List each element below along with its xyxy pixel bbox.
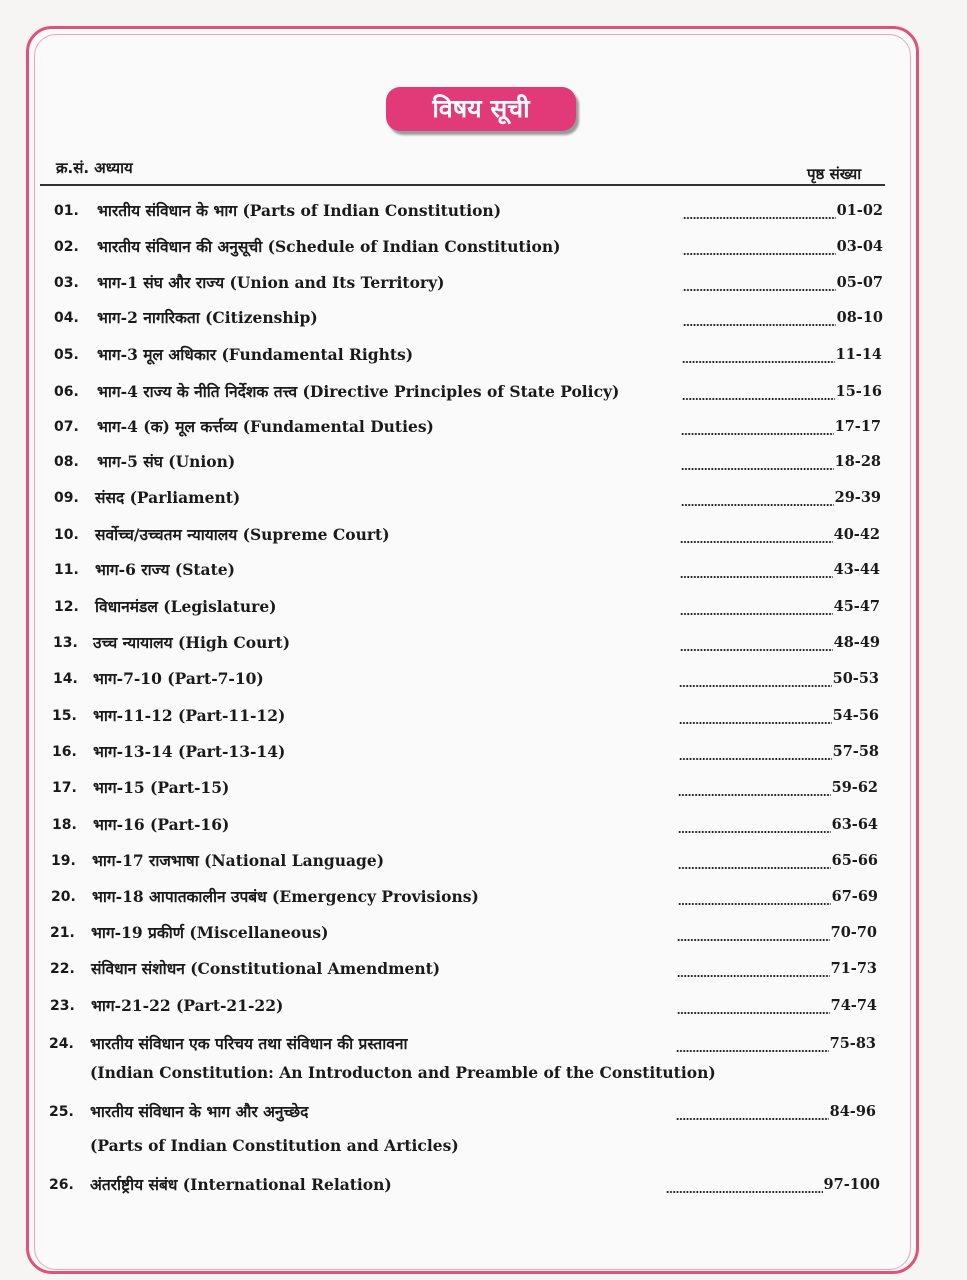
- toc-page-range: 48-49: [833, 634, 880, 651]
- toc-row: [0, 343, 967, 367]
- toc-chapter-title: भाग-17 राजभाषा (National Language): [92, 851, 385, 870]
- toc-row: [0, 994, 967, 1018]
- toc-chapter-title: भारतीय संविधान के भाग और अनुच्छेद: [90, 1102, 309, 1121]
- toc-page-range: 50-53: [832, 670, 879, 687]
- toc-row: [0, 595, 967, 619]
- toc-row: [0, 667, 967, 691]
- toc-page-range: 59-62: [831, 779, 878, 796]
- toc-serial-number: 21.: [50, 925, 75, 941]
- toc-dot-leader: [677, 921, 877, 945]
- toc-dot-leader: [683, 199, 883, 223]
- header-divider: [40, 184, 885, 186]
- toc-chapter-title: भाग-5 संघ (Union): [97, 452, 236, 471]
- toc-dot-leader: [678, 885, 878, 909]
- toc-dot-leader: [676, 1100, 876, 1124]
- toc-dot-leader: [681, 486, 881, 510]
- toc-chapter-title: भाग-13-14 (Part-13-14): [93, 742, 286, 761]
- toc-dot-leader: [680, 523, 880, 547]
- toc-serial-number: 24.: [49, 1036, 74, 1052]
- toc-dot-leader: [679, 740, 879, 764]
- toc-dot-leader: [682, 380, 882, 404]
- toc-chapter-title: भाग-11-12 (Part-11-12): [93, 706, 286, 725]
- toc-row: [0, 306, 967, 330]
- toc-chapter-title: भाग-18 आपातकालीन उपबंध (Emergency Provisions): [92, 887, 479, 906]
- toc-page-range: 74-74: [830, 997, 877, 1014]
- toc-chapter-title: भाग-4 (क) मूल कर्त्तव्य (Fundamental Duties): [97, 417, 434, 436]
- toc-chapter-title: अंतर्राष्ट्रीय संबंध (International Relation): [90, 1175, 392, 1194]
- toc-chapter-title: भाग-4 राज्य के नीति निर्देशक तत्त्व (Directive Principles of State Policy): [97, 382, 620, 401]
- toc-serial-number: 25.: [49, 1104, 74, 1120]
- toc-row: [0, 1032, 967, 1056]
- toc-page-range: 63-64: [831, 816, 878, 833]
- toc-row: [0, 235, 967, 259]
- toc-page-range: 05-07: [836, 274, 883, 291]
- toc-dot-leader: [679, 667, 879, 691]
- toc-dot-leader: [666, 1173, 880, 1197]
- header-page-number: पृष्ठ संख्या: [807, 165, 862, 183]
- toc-serial-number: 13.: [53, 635, 78, 651]
- toc-serial-number: 06.: [54, 384, 79, 400]
- toc-row: [0, 740, 967, 764]
- toc-chapter-title: भाग-6 राज्य (State): [95, 560, 235, 579]
- toc-dot-leader: [681, 450, 881, 474]
- toc-dot-leader: [678, 776, 878, 800]
- toc-row: [0, 380, 967, 404]
- toc-dot-leader: [676, 1032, 876, 1056]
- toc-serial-number: 22.: [50, 961, 75, 977]
- toc-row: [0, 776, 967, 800]
- toc-chapter-title: भाग-15 (Part-15): [93, 778, 230, 797]
- toc-page-range: 71-73: [830, 960, 877, 977]
- toc-serial-number: 14.: [53, 671, 78, 687]
- toc-page-range: 15-16: [835, 383, 882, 400]
- toc-dot-leader: [683, 271, 883, 295]
- toc-page-range: 29-39: [834, 489, 881, 506]
- toc-row: [0, 415, 967, 439]
- toc-chapter-title: भाग-3 मूल अधिकार (Fundamental Rights): [97, 345, 414, 364]
- toc-serial-number: 18.: [52, 817, 77, 833]
- toc-row: [0, 271, 967, 295]
- toc-dot-leader: [683, 306, 883, 330]
- toc-dot-leader: [678, 813, 878, 837]
- toc-page-range: 18-28: [834, 453, 881, 470]
- toc-dot-leader: [680, 558, 880, 582]
- toc-serial-number: 02.: [54, 239, 79, 255]
- toc-chapter-title: संसद (Parliament): [95, 488, 241, 507]
- toc-page-range: 17-17: [834, 418, 881, 435]
- toc-chapter-title: भारतीय संविधान की अनुसूची (Schedule of Indian Constitution): [97, 237, 561, 256]
- toc-serial-number: 03.: [54, 275, 79, 291]
- toc-chapter-title: भाग-2 नागरिकता (Citizenship): [97, 308, 318, 327]
- toc-page-range: 01-02: [836, 202, 883, 219]
- toc-dot-leader: [680, 595, 880, 619]
- toc-chapter-subtitle: (Indian Constitution: An Introducton and Preamble of the Constitution): [90, 1063, 716, 1082]
- toc-chapter-title: विधानमंडल (Legislature): [95, 597, 277, 616]
- toc-serial-number: 10.: [54, 527, 79, 543]
- toc-dot-leader: [683, 235, 883, 259]
- toc-row: [0, 704, 967, 728]
- toc-chapter-title: भाग-19 प्रकीर्ण (Miscellaneous): [91, 923, 329, 942]
- toc-page-range: 45-47: [833, 598, 880, 615]
- toc-page-range: 40-42: [833, 526, 880, 543]
- toc-page-range: 97-100: [823, 1176, 880, 1193]
- toc-chapter-title: भारतीय संविधान के भाग (Parts of Indian Constitution): [97, 201, 502, 220]
- toc-page-range: 70-70: [830, 924, 877, 941]
- toc-serial-number: 12.: [54, 599, 79, 615]
- toc-dot-leader: [680, 631, 880, 655]
- toc-page-range: 11-14: [835, 346, 882, 363]
- toc-row: [0, 450, 967, 474]
- toc-serial-number: 17.: [52, 780, 77, 796]
- toc-serial-number: 01.: [54, 203, 79, 219]
- header-serial-chapter: क्र.सं. अध्याय: [56, 159, 133, 177]
- toc-page-range: 84-96: [829, 1103, 876, 1120]
- toc-serial-number: 09.: [54, 490, 79, 506]
- toc-page-range: 43-44: [833, 561, 880, 578]
- toc-serial-number: 19.: [51, 853, 76, 869]
- toc-row: [0, 486, 967, 510]
- toc-row: [0, 885, 967, 909]
- toc-row: [0, 813, 967, 837]
- toc-serial-number: 15.: [52, 708, 77, 724]
- page-title: विषय सूची: [386, 87, 576, 131]
- toc-dot-leader: [679, 704, 879, 728]
- toc-serial-number: 11.: [54, 562, 79, 578]
- toc-dot-leader: [677, 994, 877, 1018]
- toc-row: [0, 957, 967, 981]
- toc-row: [0, 1100, 967, 1124]
- toc-page-range: 03-04: [836, 238, 883, 255]
- toc-page-range: 65-66: [831, 852, 878, 869]
- toc-chapter-title: भारतीय संविधान एक परिचय तथा संविधान की प्रस्तावना: [90, 1034, 408, 1053]
- toc-dot-leader: [681, 415, 881, 439]
- toc-serial-number: 05.: [54, 347, 79, 363]
- toc-chapter-subtitle: (Parts of Indian Constitution and Articles): [90, 1136, 459, 1155]
- toc-serial-number: 23.: [50, 998, 75, 1014]
- toc-row: [0, 523, 967, 547]
- toc-page-range: 54-56: [832, 707, 879, 724]
- toc-chapter-title: संविधान संशोधन (Constitutional Amendment): [91, 959, 441, 978]
- toc-serial-number: 20.: [51, 889, 76, 905]
- toc-serial-number: 26.: [49, 1177, 74, 1193]
- toc-row: [0, 558, 967, 582]
- toc-dot-leader: [682, 343, 882, 367]
- toc-row: [0, 1173, 967, 1197]
- toc-serial-number: 04.: [54, 310, 79, 326]
- toc-serial-number: 16.: [52, 744, 77, 760]
- toc-chapter-title: भाग-16 (Part-16): [93, 815, 230, 834]
- toc-dot-leader: [678, 849, 878, 873]
- toc-row: [0, 849, 967, 873]
- toc-row: [0, 921, 967, 945]
- toc-serial-number: 08.: [54, 454, 79, 470]
- toc-serial-number: 07.: [54, 419, 79, 435]
- toc-chapter-title: भाग-1 संघ और राज्य (Union and Its Territory): [97, 273, 445, 292]
- toc-page-range: 57-58: [832, 743, 879, 760]
- toc-dot-leader: [677, 957, 877, 981]
- toc-row: [0, 199, 967, 223]
- toc-page-range: 67-69: [831, 888, 878, 905]
- toc-chapter-title: सर्वोच्च/उच्चतम न्यायालय (Supreme Court): [95, 525, 390, 544]
- toc-page-range: 08-10: [836, 309, 883, 326]
- toc-chapter-title: भाग-7-10 (Part-7-10): [93, 669, 264, 688]
- toc-chapter-title: उच्च न्यायालय (High Court): [93, 633, 291, 652]
- toc-page-range: 75-83: [829, 1035, 876, 1052]
- toc-chapter-title: भाग-21-22 (Part-21-22): [91, 996, 284, 1015]
- toc-row: [0, 631, 967, 655]
